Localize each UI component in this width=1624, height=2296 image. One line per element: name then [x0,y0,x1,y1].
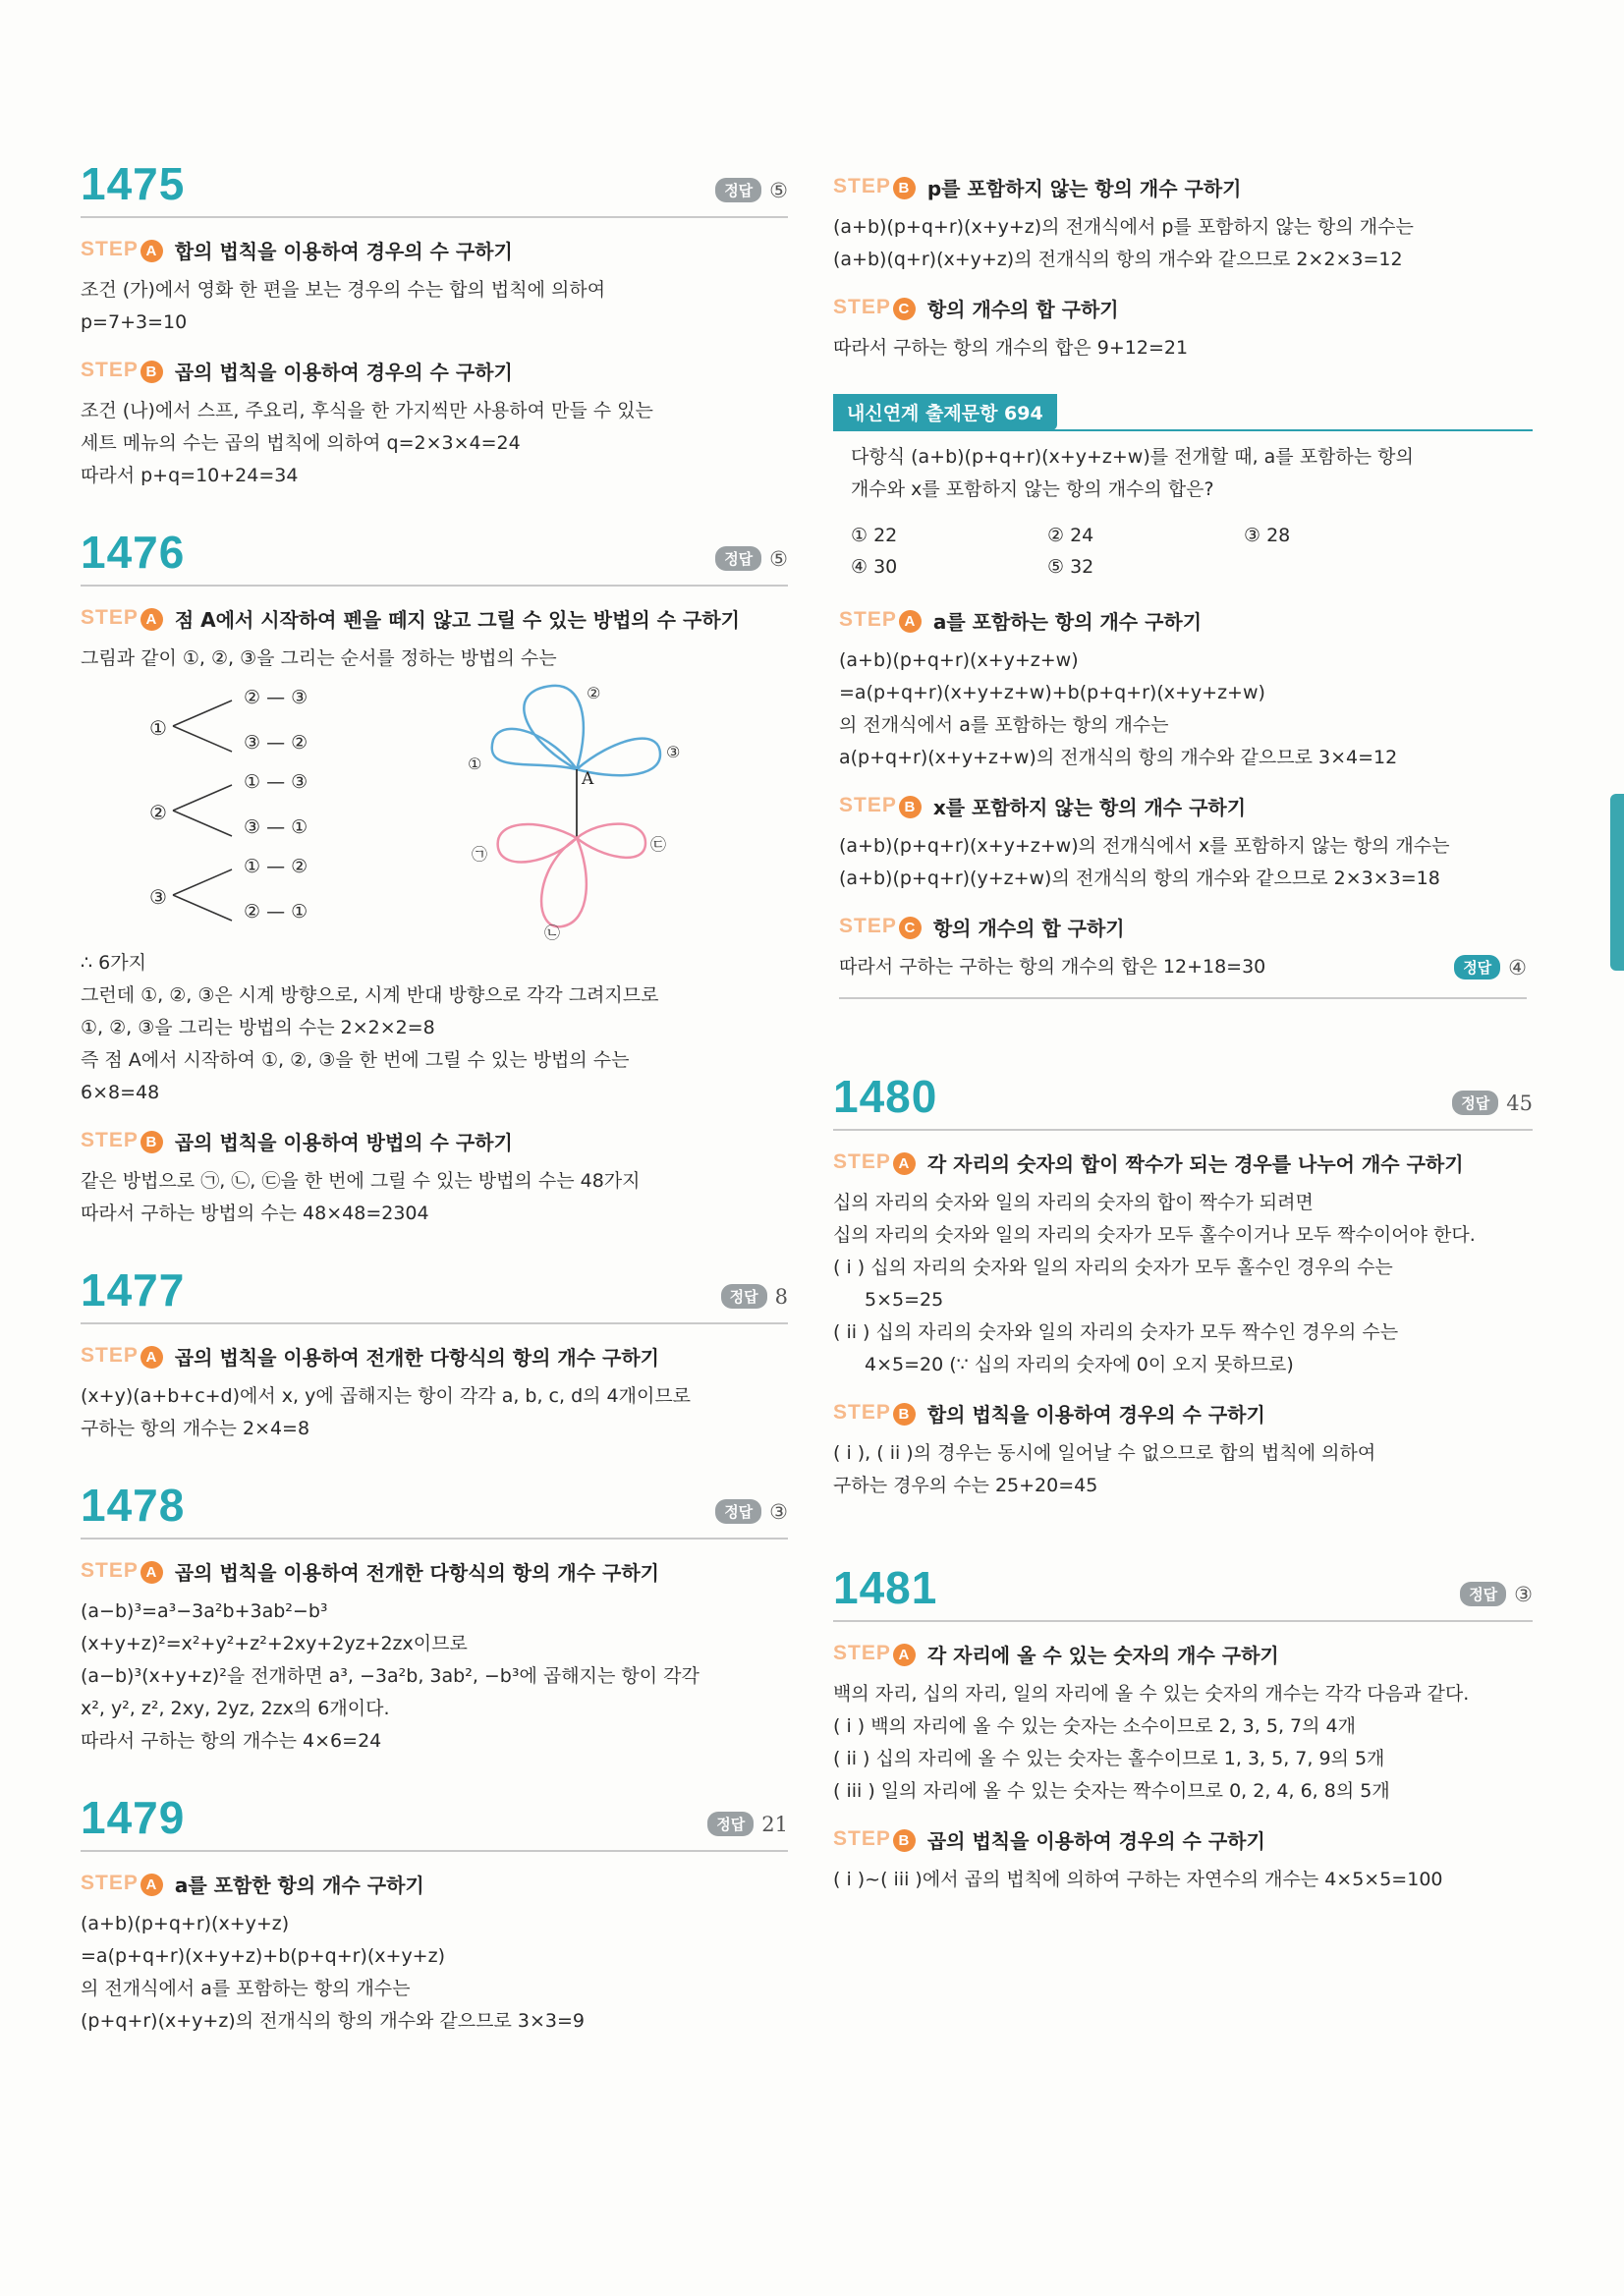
step-a [81,236,788,264]
text-line: 조건 (가)에서 영화 한 편을 보는 경우의 수는 합의 법칙에 의하여 [81,279,606,301]
step-label: STEP B [81,1129,163,1153]
text-line: =a(p+q+r)(x+y+z)+b(p+q+r)(x+y+z) [81,1945,445,1967]
text-line: 의 전개식에서 a를 포함하는 항의 개수는 [839,714,1169,736]
blue-loops [492,686,660,775]
text-line: 그런데 ①, ②, ③은 시계 방향으로, 시계 반대 방향으로 각각 그려지므로 [81,984,659,1006]
step-label: STEP B [833,175,916,199]
text-line: 따라서 p+q=10+24=34 [81,465,299,486]
problem-1479 [81,1791,788,2038]
problem-number: 1477 [81,1264,186,1316]
tree-root: ③ [149,885,167,909]
answer-label: 정답 [715,178,761,202]
text-line: (a−b)³=a³−3a²b+3ab²−b³ [81,1600,328,1622]
text-line: (x+y)(a+b+c+d)에서 x, y에 곱해지는 항이 각각 a, b, c, d의 4개이므로 [81,1385,692,1407]
problem-header [81,157,788,218]
problem-header [81,526,788,587]
text-line: (a+b)(p+q+r)(x+y+z+w)의 전개식에서 x를 포함하지 않는 항의 개수는 [839,835,1450,857]
text-line: 그림과 같이 ①, ②, ③을 그리는 순서를 정하는 방법의 수는 [81,647,557,669]
answer-label: 정답 [715,1499,761,1524]
text-line: 조건 (나)에서 스프, 주요리, 후식을 한 가지씩만 사용하여 만들 수 있는 [81,400,653,421]
step-title: 점 A에서 시작하여 펜을 떼지 않고 그릴 수 있는 방법의 수 구하기 [174,608,740,632]
tree-leaf: ① — ② [244,856,308,877]
answer-value: ⑤ [769,546,788,571]
step-a [81,1557,788,1586]
problem-1480 [833,1070,1533,1502]
step-title: 합의 법칙을 이용하여 경우의 수 구하기 [174,240,513,263]
step-title: 합의 법칙을 이용하여 경우의 수 구하기 [926,1403,1265,1427]
tree-root: ① [149,716,167,740]
step-title: x를 포함하지 않는 항의 개수 구하기 [932,796,1247,819]
step-a [833,1148,1533,1177]
tree-leaf: ③ — ① [244,816,308,838]
chapter-tab [1610,794,1624,971]
answer-value: ④ [1508,955,1527,980]
problem-number: 1479 [81,1792,186,1843]
answer-value: 21 [761,1812,788,1836]
flower-figure [464,681,690,941]
answer-badge [1460,1582,1533,1606]
text-line: 따라서 구하는 방법의 수는 48×48=2304 [81,1203,429,1224]
question-line: 다항식 (a+b)(p+q+r)(x+y+z+w)를 전개할 때, a를 포함하는 항의 [851,446,1414,468]
answer-label: 정답 [721,1284,767,1309]
text-line: ( i ) 백의 자리에 올 수 있는 숫자는 소수이므로 2, 3, 5, 7의 4개 [833,1715,1356,1737]
problem-number: 1481 [833,1562,938,1613]
step-label: STEP C [833,296,916,320]
answer-label: 정답 [1454,955,1500,980]
step-a [81,1870,788,1898]
step-a [839,606,1527,635]
text-line: 의 전개식에서 a를 포함하는 항의 개수는 [81,1978,411,1999]
problem-header [833,1561,1533,1622]
text-line: ( iii ) 일의 자리에 올 수 있는 숫자는 짝수이므로 0, 2, 4, 6, 8의 5개 [833,1780,1390,1802]
step-label: STEP A [81,606,163,631]
step-label: STEP B [833,1401,916,1426]
text-line: ( i ), ( ii )의 경우는 동시에 일어날 수 없으므로 합의 법칙에 의하여 [833,1442,1376,1464]
petal-label: ㉡ [544,924,561,941]
problem-1475 [81,157,788,492]
step-title: 각 자리의 숫자의 합이 짝수가 되는 경우를 나누어 개수 구하기 [926,1152,1464,1176]
step-c [839,913,1527,941]
text-line: (a+b)(p+q+r)(y+z+w)의 전개식의 항의 개수와 같으므로 2×3×3=18 [839,868,1440,889]
answer-badge [1452,1091,1533,1115]
answer-label: 정답 [1452,1091,1498,1115]
answer-label: 정답 [715,546,761,571]
step-title: p를 포함하지 않는 항의 개수 구하기 [926,177,1242,200]
text-line: a(p+q+r)(x+y+z+w)의 전개식의 항의 개수와 같으므로 3×4=12 [839,747,1398,768]
diagram-area [81,681,788,941]
text-line: (a+b)(p+q+r)(x+y+z)의 전개식에서 p를 포함하지 않는 항의 개수는 [833,216,1414,238]
problem-header [81,1479,788,1540]
step-a [833,1640,1533,1668]
step-label: STEP B [81,359,163,383]
left-column [81,157,788,2071]
text-line: 구하는 경우의 수는 25+20=45 [833,1475,1098,1496]
answer-badge [1454,955,1527,980]
problem-number: 1475 [81,158,186,209]
problem-number: 1478 [81,1480,186,1531]
step-title: 곱의 법칙을 이용하여 경우의 수 구하기 [926,1829,1265,1853]
step-title: a를 포함하는 항의 개수 구하기 [932,610,1203,634]
text-line: 같은 방법으로 ㉠, ㉡, ㉢을 한 번에 그릴 수 있는 방법의 수는 48가지 [81,1170,641,1192]
step-label: STEP A [81,1872,163,1896]
choice-item: ④ 30 [851,556,898,578]
text-line: 즉 점 A에서 시작하여 ①, ②, ③을 한 번에 그릴 수 있는 방법의 수는 [81,1049,630,1071]
problem-header [81,1791,788,1852]
text-line: ( i )~( iii )에서 곱의 법칙에 의하여 구하는 자연수의 개수는 4×5×5=100 [833,1869,1443,1890]
answer-badge [715,178,788,202]
step-b [833,1399,1533,1428]
step-label: STEP A [833,1642,916,1666]
step-label: STEP A [839,608,922,633]
step-title: 항의 개수의 합 구하기 [926,298,1119,321]
text-line: ①, ②, ③을 그리는 방법의 수는 2×2×2=8 [81,1017,435,1038]
step-b [833,173,1533,201]
point-a-label: A [582,769,594,789]
answer-value: ③ [769,1499,788,1524]
text-line: (a+b)(q+r)(x+y+z)의 전개식의 항의 개수와 같으므로 2×2×3=12 [833,249,1403,270]
tree-branch-lines [171,697,250,756]
step-b [81,357,788,385]
tree-leaf: ③ — ② [244,732,308,754]
text-line: x², y², z², 2xy, 2yz, 2zx의 6개이다. [81,1698,390,1719]
tree-group [149,856,326,940]
text-line: ( i ) 십의 자리의 숫자와 일의 자리의 숫자가 모두 홀수인 경우의 수는 [833,1257,1393,1278]
text-line: =a(p+q+r)(x+y+z+w)+b(p+q+r)(x+y+z+w) [839,682,1265,703]
step-title: a를 포함한 항의 개수 구하기 [174,1874,424,1897]
answer-value: ③ [1514,1582,1533,1606]
choice-item: ② 24 [1047,525,1094,546]
text-line: 따라서 구하는 항의 개수는 4×6=24 [81,1730,382,1752]
text-line: ∴ 6가지 [81,952,146,974]
answer-badge [721,1284,788,1309]
text-line: 세트 메뉴의 수는 곱의 법칙에 의하여 q=2×3×4=24 [81,432,521,454]
petal-label: ① [468,755,482,773]
text-line: (a+b)(p+q+r)(x+y+z) [81,1913,290,1934]
answer-label: 정답 [1460,1582,1506,1606]
step-b [81,1127,788,1155]
petal-label: ③ [666,743,681,761]
problem-1479-continued [833,173,1533,364]
step-b [839,792,1527,820]
tree-root: ② [149,801,167,824]
tree-branch-lines [171,866,250,924]
step-title: 곱의 법칙을 이용하여 방법의 수 구하기 [174,1131,513,1154]
choice-item: ⑤ 32 [1047,556,1094,578]
answer-value: 8 [774,1284,788,1309]
linked-problem-box [833,394,1533,999]
problem-1478 [81,1479,788,1758]
step-a [81,1342,788,1371]
problem-1476 [81,526,788,1230]
step-b [833,1825,1533,1854]
petal-label: ㉠ [472,845,488,864]
step-title: 곱의 법칙을 이용하여 경우의 수 구하기 [174,361,513,384]
tree-group [149,771,326,856]
answer-badge [707,1812,788,1836]
step-label: STEP C [839,915,922,939]
step-label: STEP A [81,1344,163,1369]
step-label: STEP B [833,1827,916,1852]
pink-loops [498,824,645,927]
answer-label: 정답 [707,1812,754,1836]
text-line: 백의 자리, 십의 자리, 일의 자리에 올 수 있는 숫자의 개수는 각각 다음과 같다. [833,1683,1470,1705]
tree-leaf: ② — ③ [244,687,308,708]
tree-leaf: ② — ① [244,901,308,923]
choice-item: ① 22 [851,525,898,546]
step-label: STEP A [81,1559,163,1584]
step-label: STEP A [833,1150,916,1175]
step-a [81,604,788,633]
text-line: p=7+3=10 [81,311,188,333]
text-line: (a−b)³(x+y+z)²을 전개하면 a³, −3a²b, 3ab², −b³에 곱해지는 항이 각각 [81,1665,700,1687]
step-c [833,294,1533,322]
step-label: STEP A [81,238,163,262]
step-title: 항의 개수의 합 구하기 [932,917,1125,940]
answer-value: 45 [1506,1091,1533,1115]
problem-number: 1480 [833,1071,938,1122]
question-line: 개수와 x를 포함하지 않는 항의 개수의 합은? [851,478,1214,500]
linked-problem-tag: 내신연계 출제문항 694 [833,394,1057,430]
text-line: 따라서 구하는 항의 개수의 합은 9+12=21 [833,337,1189,359]
problem-1481 [833,1561,1533,1896]
text-line: 4×5=20 (∵ 십의 자리의 숫자에 0이 오지 못하므로) [865,1354,1294,1375]
answer-badge [715,546,788,571]
text-line: 6×8=48 [81,1082,160,1103]
choice-list [851,520,1515,583]
text-line: (p+q+r)(x+y+z)의 전개식의 항의 개수와 같으므로 3×3=9 [81,2010,585,2032]
text-line: ( ii ) 십의 자리의 숫자와 일의 자리의 숫자가 모두 짝수인 경우의 수는 [833,1321,1399,1343]
problem-header [81,1263,788,1324]
text-line: 십의 자리의 숫자와 일의 자리의 숫자의 합이 짝수가 되려면 [833,1192,1314,1213]
choice-item: ③ 28 [1244,525,1291,546]
petal-label: ② [587,684,601,702]
right-column [833,167,1533,1930]
answer-value: ⑤ [769,178,788,202]
step-label: STEP B [839,794,922,818]
step-title: 곱의 법칙을 이용하여 전개한 다항식의 항의 개수 구하기 [174,1561,659,1585]
tree-branch-lines [171,781,250,840]
tree-group [149,687,326,771]
text-line: (a+b)(p+q+r)(x+y+z+w) [839,649,1079,671]
step-title: 각 자리에 올 수 있는 숫자의 개수 구하기 [926,1644,1279,1667]
problem-header [833,1070,1533,1131]
problem-1477 [81,1263,788,1445]
order-tree-diagram [149,687,326,940]
text-line: 따라서 구하는 구하는 항의 개수의 합은 12+18=30 [839,956,1266,978]
tree-leaf: ① — ③ [244,771,308,793]
step-title: 곱의 법칙을 이용하여 전개한 다항식의 항의 개수 구하기 [174,1346,659,1370]
text-line: 구하는 항의 개수는 2×4=8 [81,1418,310,1439]
text-line: ( ii ) 십의 자리에 올 수 있는 숫자는 홀수이므로 1, 3, 5, 7, 9의 5개 [833,1748,1385,1769]
text-line: 십의 자리의 숫자와 일의 자리의 숫자가 모두 홀수이거나 모두 짝수이어야 한다. [833,1224,1476,1246]
petal-label: ㉢ [650,835,667,854]
text-line: (x+y+z)²=x²+y²+z²+2xy+2yz+2zx이므로 [81,1633,468,1654]
text-line: 5×5=25 [865,1289,944,1311]
answer-badge [715,1499,788,1524]
problem-number: 1476 [81,527,186,578]
linked-problem-body [833,431,1533,588]
